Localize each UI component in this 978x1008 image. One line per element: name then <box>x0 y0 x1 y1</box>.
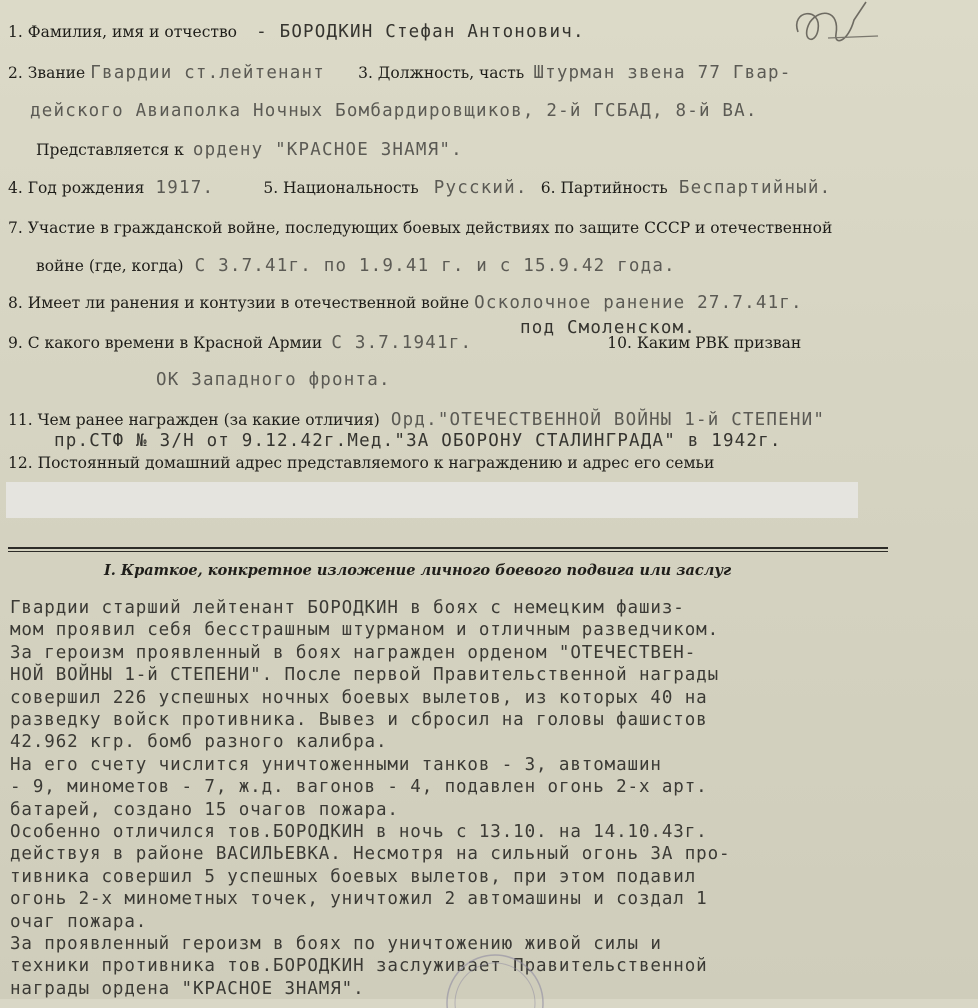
signature-mark <box>770 0 900 52</box>
field-nationality-value: Русский. <box>433 178 528 198</box>
field-nationality-label: 5. Национальность <box>263 179 419 197</box>
citation-line: мом проявил себя бесстрашным штурманом и отличным разведчиком. <box>10 620 720 641</box>
field-previous-awards-line2 <box>54 431 782 451</box>
citation-line: награды ордена "КРАСНОЕ ЗНАМЯ". <box>10 978 365 999</box>
field-party-value: Беспартийный. <box>678 178 832 198</box>
field-wounds-label: 8. Имеет ли ранения и контузии в отечественной войне <box>8 294 470 312</box>
field-home-address-label: 12. Постоянный домашний адрес представляемого к награждению и адрес его семьи <box>8 454 715 472</box>
field-wounds <box>8 293 803 313</box>
field-previous-awards <box>8 410 825 430</box>
field-rank-label: 2. Звание <box>8 64 86 82</box>
field-war-participation <box>8 218 832 237</box>
redacted-address <box>6 482 858 518</box>
citation-line: Гвардии старший лейтенант БОРОДКИН в боях с немецким фашиз- <box>10 598 685 618</box>
field-birth-nationality-party <box>8 178 831 198</box>
field-previous-awards-value-line2: пр.СТФ № 3/Н от 9.12.42г.Мед."ЗА ОБОРОНУ СТАЛИНГРАДА" в 1942г. <box>54 431 782 451</box>
citation-line: техники противника тов.БОРОДКИН заслуживает Правительственной <box>10 956 708 977</box>
citation-line: За проявленный героизм в боях по уничтожению живой силы и <box>10 934 662 954</box>
field-war-participation-value: С 3.7.41г. по 1.9.41 г. и с 15.9.42 года. <box>194 256 676 276</box>
field-home-address <box>8 453 714 472</box>
field-recommended <box>36 140 463 160</box>
field-position-value-line1: Штурман звена 77 Гвар- <box>533 63 792 83</box>
citation-line: разведку войск противника. Вывез и сбросил на головы фашистов <box>10 710 708 730</box>
field-rvk-value: ОК Западного фронта. <box>156 370 391 390</box>
field-previous-awards-value-line1: Орд."ОТЕЧЕСТВЕННОЙ ВОЙНЫ 1-й СТЕПЕНИ" <box>390 410 826 430</box>
field-full-name-value: - БОРОДКИН Стефан Антонович. <box>256 22 585 42</box>
citation-line: совершил 226 успешных ночных боевых вылетов, из которых 40 на <box>10 687 708 708</box>
citation-line: Особенно отличился тов.БОРОДКИН в ночь с 13.10. на 14.10.43г. <box>10 822 708 842</box>
field-wounds-value-line2: под Смоленском. <box>520 318 697 338</box>
field-wounds-value-line1: Осколочное ранение 27.7.41г. <box>474 293 803 313</box>
field-war-participation-line2 <box>36 256 676 276</box>
section-divider <box>8 547 888 549</box>
field-birth-year-label: 4. Год рождения <box>8 179 145 197</box>
field-recommended-label: Представляется к <box>36 141 184 159</box>
citation-line: За героизм проявленный в боях награжден орденом "ОТЕЧЕСТВЕН- <box>10 642 697 663</box>
section-heading: I. Краткое, конкретное изложение личного боевого подвига или заслуг <box>104 562 732 579</box>
citation-line: тивника совершил 5 успешных боевых вылетов, при этом подавил <box>10 866 697 887</box>
field-army-since-label: 9. С какого времени в Красной Армии <box>8 334 323 352</box>
stamp-mark <box>440 948 550 1008</box>
field-position-value-line2: дейского Авиаполка Ночных Бомбардировщиков, 2-й ГСБАД, 8-й ВА. <box>30 101 758 121</box>
field-full-name <box>8 22 585 42</box>
field-birth-year-value: 1917. <box>155 178 215 198</box>
citation-line: - 9, минометов - 7, ж.д. вагонов - 4, подавлен огонь 2-х арт. <box>10 777 708 798</box>
field-rvk <box>156 370 391 390</box>
field-rank-value: Гвардии ст.лейтенант <box>90 63 325 83</box>
field-war-participation-label-2: войне (где, когда) <box>36 257 184 275</box>
section-divider-thin <box>8 551 888 552</box>
field-party-label: 6. Партийность <box>540 179 668 197</box>
field-full-name-label: 1. Фамилия, имя и отчество <box>8 23 238 41</box>
citation-line: огонь 2-х минометных точек, уничтожил 2 автомашины и создал 1 <box>10 889 708 910</box>
field-army-since <box>8 333 801 353</box>
field-position-label: 3. Должность, часть <box>358 64 525 82</box>
citation-line: действуя в районе ВАСИЛЬЕВКА. Несмотря на сильный огонь ЗА про- <box>10 844 731 865</box>
field-recommended-value: ордену "КРАСНОЕ ЗНАМЯ". <box>192 140 463 160</box>
field-position-continuation <box>30 101 758 121</box>
citation-line: очаг пожара. <box>10 911 148 932</box>
field-army-since-value: С 3.7.1941г. <box>331 333 473 353</box>
field-rank-position <box>8 63 792 83</box>
citation-line: НОЙ ВОЙНЫ 1-й СТЕПЕНИ". После первой Правительственной награды <box>10 665 720 686</box>
field-previous-awards-label: 11. Чем ранее награжден (за какие отличия) <box>8 411 380 429</box>
citation-line: батарей, создано 15 очагов пожара. <box>10 799 399 820</box>
citation-line: На его счету числится уничтоженными танков - 3, автомашин <box>10 754 662 775</box>
field-war-participation-label: 7. Участие в гражданской войне, последующих боевых действиях по защите СССР и отечественной <box>8 219 833 237</box>
field-rvk-label: 10. Каким РВК призван <box>607 334 802 352</box>
citation-line: 42.962 кгр. бомб разного калибра. <box>10 732 388 753</box>
